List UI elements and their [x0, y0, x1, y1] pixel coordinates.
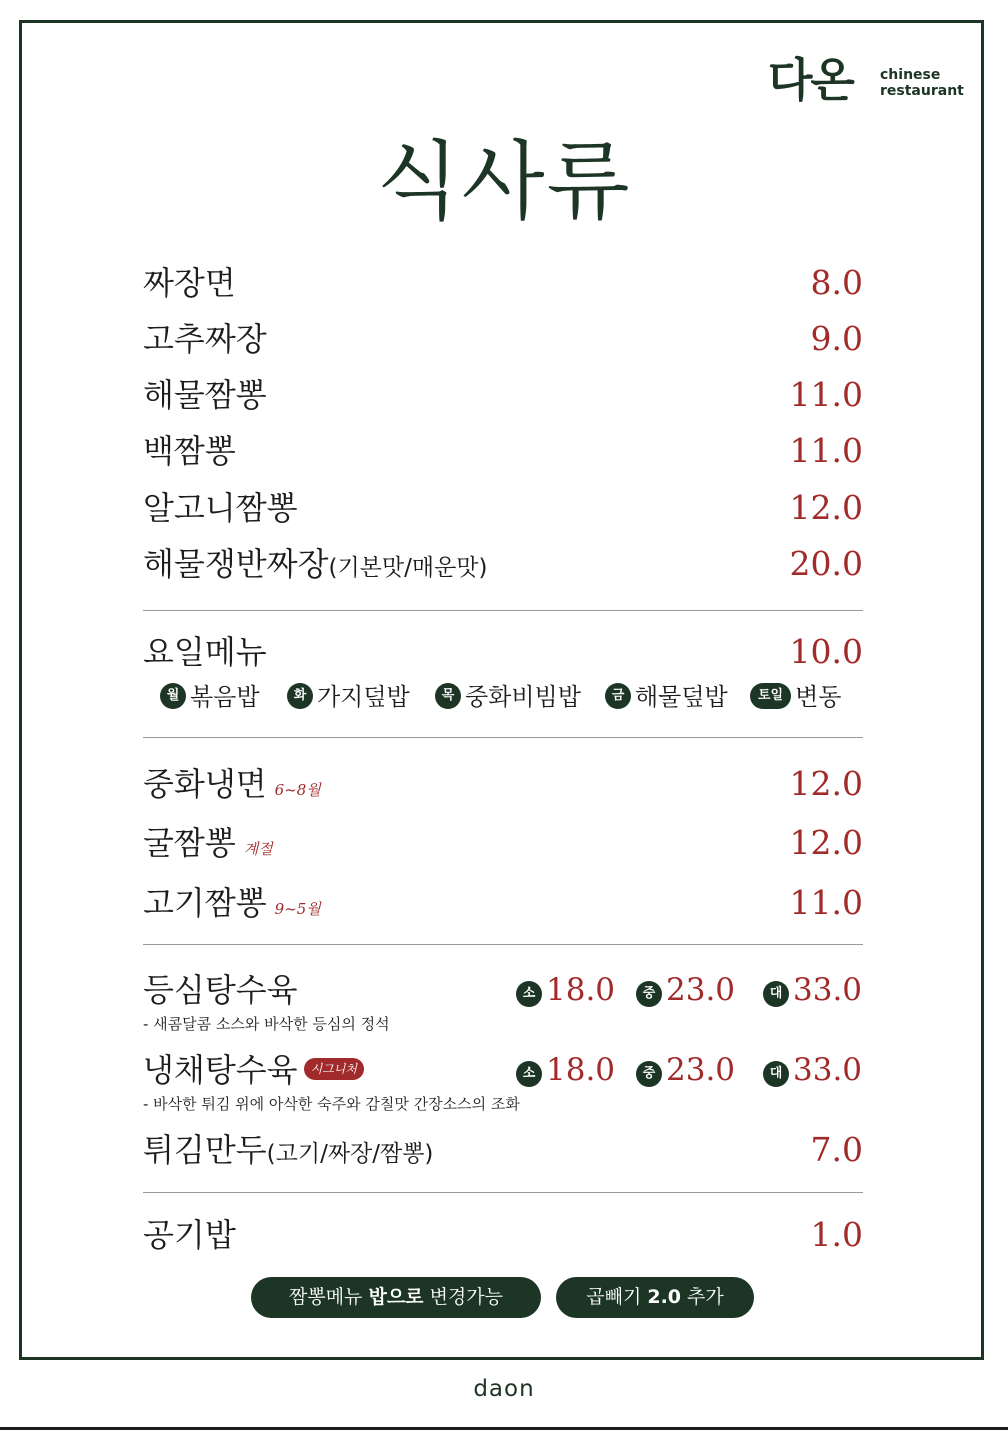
- menu-item: [143, 762, 863, 806]
- menu-item-name: [143, 1048, 364, 1092]
- size-badge: 소: [516, 1061, 542, 1087]
- size-price-medium: [636, 968, 735, 1012]
- menu-item-description: - 새콤달콤 소스와 바삭한 등심의 정석: [143, 1015, 390, 1033]
- day-dish: 변동: [795, 683, 842, 711]
- size-price-large: [763, 1048, 862, 1092]
- size-badge: 중: [636, 981, 662, 1007]
- size-badge: 대: [763, 981, 789, 1007]
- day-entry: [605, 680, 728, 714]
- size-prices: [513, 968, 863, 1012]
- size-value: 33.0: [793, 972, 863, 1008]
- size-price-medium: [636, 1048, 735, 1092]
- day-dish: 중화비빔밥: [465, 683, 581, 711]
- menu-item-description: - 바삭한 튀김 위에 아삭한 숙주와 감칠맛 간장소스의 조화: [143, 1095, 520, 1113]
- notice-bold-text: 밥으로: [368, 1286, 424, 1308]
- section-divider: [143, 737, 863, 738]
- logo-subtitle-line2: restaurant: [880, 83, 964, 99]
- menu-item-name: 해물짬뽕: [143, 376, 267, 414]
- menu-item: [143, 968, 863, 1012]
- menu-item-name: 백짬뽕: [143, 432, 236, 470]
- menu-item-name: 짜장면: [143, 264, 236, 302]
- section-divider: [143, 944, 863, 945]
- daily-menu-item: [143, 630, 863, 674]
- day-badge: 토일: [750, 683, 791, 709]
- page-title: 식사류: [376, 132, 632, 232]
- menu-item-price: 1.0: [810, 1215, 863, 1254]
- season-note: 6~8월: [274, 781, 321, 799]
- menu-item-price: 8.0: [810, 263, 863, 302]
- menu-item-price: 9.0: [810, 319, 863, 358]
- menu-item-name: 고추짜장: [143, 320, 267, 358]
- menu-item-name-text: 해물쟁반짜장: [143, 545, 329, 583]
- menu-item: [143, 1213, 863, 1257]
- size-value: 23.0: [666, 972, 736, 1008]
- menu-item-price: 11.0: [789, 375, 863, 414]
- menu-item: [143, 542, 863, 586]
- season-note: 계절: [243, 840, 273, 858]
- notice-text: 짬뽕메뉴: [289, 1286, 369, 1308]
- day-badge: 월: [160, 683, 186, 709]
- day-entry: [287, 680, 410, 714]
- day-dish: 볶음밥: [190, 683, 260, 711]
- size-badge: 소: [516, 981, 542, 1007]
- menu-item-name: 공기밥: [143, 1216, 236, 1254]
- menu-item: [143, 429, 863, 473]
- menu-item: [143, 373, 863, 417]
- size-badge: 중: [636, 1061, 662, 1087]
- menu-item-name: 알고니짬뽕: [143, 489, 298, 527]
- menu-item-note: (기본맛/매운맛): [328, 555, 488, 581]
- menu-item-price: 10.0: [789, 632, 863, 671]
- season-note: 9~5월: [274, 900, 321, 918]
- menu-item-name: [143, 881, 321, 931]
- size-badge: 대: [763, 1061, 789, 1087]
- menu-item-name: [143, 1128, 433, 1176]
- menu-item-name: 요일메뉴: [143, 633, 267, 671]
- day-entry: [435, 680, 581, 714]
- logo-subtitle: [880, 67, 964, 99]
- menu-item-name: 등심탕수육: [143, 971, 298, 1009]
- section-divider: [143, 1192, 863, 1193]
- size-prices: [513, 1048, 863, 1092]
- menu-item: [143, 1128, 863, 1172]
- double-portion-notice: [556, 1277, 754, 1318]
- menu-item-price: 7.0: [810, 1130, 863, 1169]
- menu-item: [143, 261, 863, 305]
- logo-mark: 다온: [768, 53, 853, 107]
- menu-item: [143, 821, 863, 865]
- day-entry: [750, 680, 842, 714]
- size-value: 18.0: [546, 972, 616, 1008]
- notice-text: 변경가능: [423, 1286, 503, 1308]
- menu-item-price: 11.0: [789, 883, 863, 922]
- menu-item-price: 12.0: [789, 823, 863, 862]
- menu-item-price: 20.0: [789, 544, 863, 583]
- menu-item-price: 12.0: [789, 764, 863, 803]
- menu-item: [143, 317, 863, 361]
- size-value: 23.0: [666, 1052, 736, 1088]
- menu-item-price: 12.0: [789, 488, 863, 527]
- logo-subtitle-line1: chinese: [880, 67, 941, 83]
- menu-item-name-text: 고기짬뽕: [143, 884, 267, 922]
- menu-item-note: (고기/짜장/짬뽕): [266, 1141, 434, 1167]
- menu-item: [143, 486, 863, 530]
- size-price-small: [516, 1048, 615, 1092]
- menu-item-name-text: 냉채탕수육: [143, 1051, 298, 1089]
- menu-item-name-text: 중화냉면: [143, 765, 267, 803]
- notice-text: 곱빼기: [586, 1286, 648, 1308]
- menu-item-name: [143, 762, 321, 812]
- menu-item-name: [143, 542, 488, 590]
- day-entry: [160, 680, 260, 714]
- size-value: 33.0: [793, 1052, 863, 1088]
- size-price-large: [763, 968, 862, 1012]
- notice-bold-text: 2.0: [647, 1286, 682, 1308]
- signature-badge: 시그니처: [304, 1058, 364, 1080]
- day-badge: 화: [287, 683, 313, 709]
- footer-logo: daon: [473, 1376, 535, 1402]
- menu-item-name: [143, 821, 273, 871]
- menu-item-price: 11.0: [789, 431, 863, 470]
- change-to-rice-notice: [251, 1277, 541, 1318]
- section-divider: [143, 610, 863, 611]
- menu-item: [143, 881, 863, 925]
- day-dish: 가지덮밥: [317, 683, 410, 711]
- day-badge: 목: [435, 683, 461, 709]
- menu-item-name-text: 굴짬뽕: [143, 824, 236, 862]
- menu-item-name-text: 튀김만두: [143, 1131, 267, 1169]
- size-price-small: [516, 968, 615, 1012]
- day-badge: 금: [605, 683, 631, 709]
- notice-text: 추가: [681, 1286, 724, 1308]
- size-value: 18.0: [546, 1052, 616, 1088]
- menu-item: [143, 1048, 863, 1092]
- day-dish: 해물덮밥: [635, 683, 728, 711]
